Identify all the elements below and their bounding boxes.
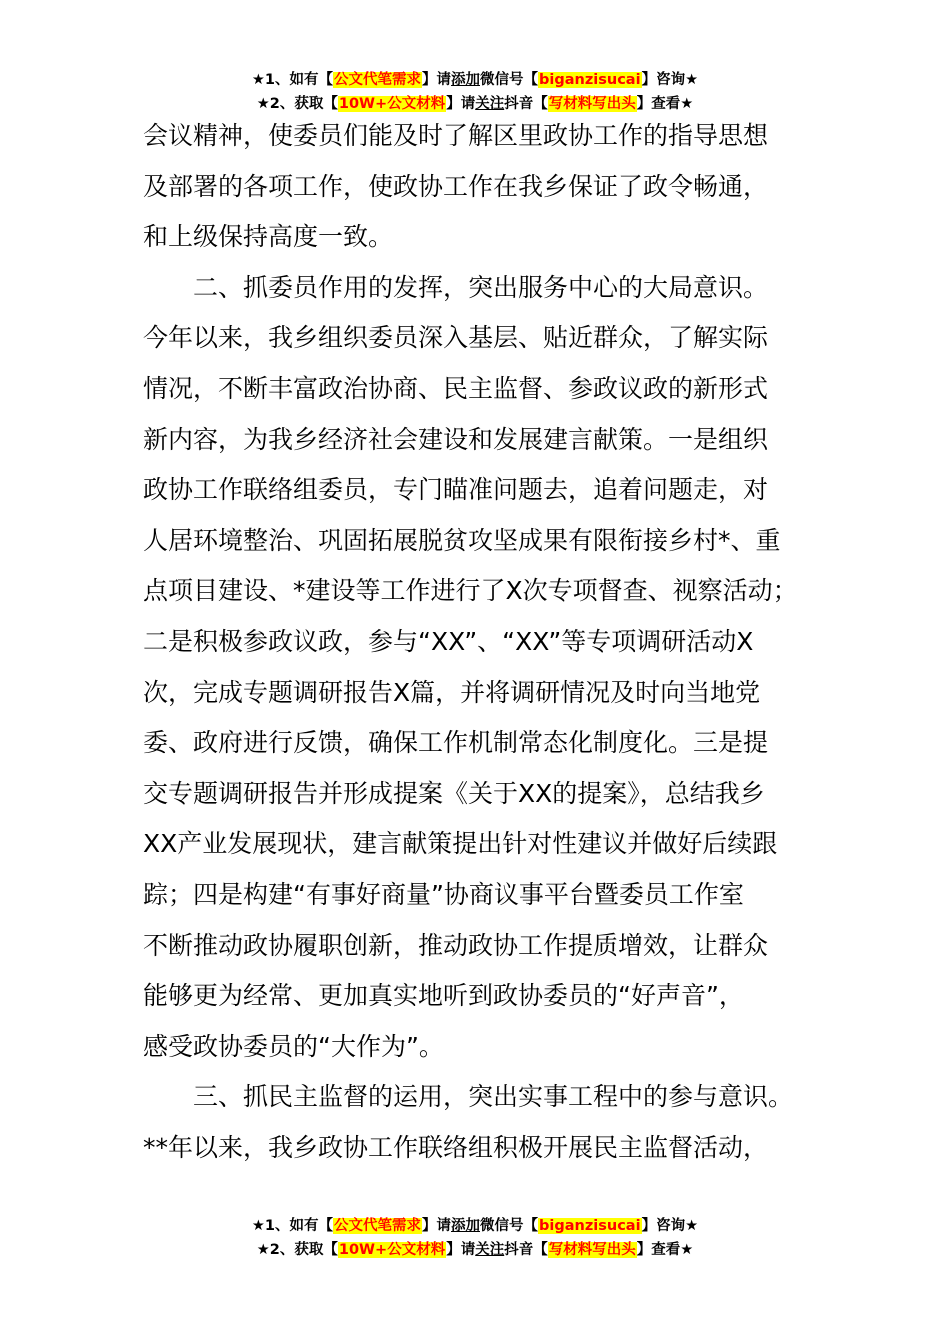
text-line: 点项目建设、*建设等工作进行了X次专项督查、视察活动； (143, 576, 798, 606)
text-line: 不断推动政协履职创新，推动政协工作提质增效，让群众 (143, 930, 769, 960)
text-line: 人居环境整治、巩固拓展脱贫攻坚成果有限衔接乡村*、重 (143, 525, 781, 555)
text-line: XX产业发展现状，建言献策提出针对性建议并做好后续跟 (143, 829, 778, 859)
document-body (143, 111, 843, 1173)
text-line: 和上级保持高度一致。 (143, 222, 394, 252)
text-line: 交专题调研报告并形成提案《关于XX的提案》，总结我乡 (143, 778, 765, 808)
text-line: 能够更为经常、更加真实地听到政协委员的“好声音”， (143, 981, 744, 1011)
highlight-materials: 10W+公文材料 (338, 1242, 446, 1258)
footer-banner (0, 1214, 950, 1262)
highlight-wechat-id: biganzisucai (539, 1218, 641, 1234)
banner-line-1: ★1、如有【公文代笔需求】请添加微信号【biganzisucai】咨询★ (251, 1218, 699, 1234)
banner-line-1: ★1、如有【公文代笔需求】请添加微信号【biganzisucai】咨询★ (251, 72, 699, 88)
highlight-douyin-account: 写材料写出头 (548, 1242, 636, 1258)
text-line: 政协工作联络组委员，专门瞄准问题去，追着问题走，对 (143, 475, 769, 505)
highlight-materials: 10W+公文材料 (338, 96, 446, 112)
section-heading-2: 二、抓委员作用的发挥，突出服务中心的大局意识。 (193, 272, 769, 302)
banner-line-2: ★2、获取【10W+公文材料】请关注抖音【写材料写出头】查看★ (256, 96, 694, 112)
text-line: 新内容，为我乡经济社会建设和发展建言献策。一是组织 (143, 424, 769, 454)
text-line: 二是积极参政议政，参与“XX”、“XX”等专项调研活动X (143, 626, 754, 656)
highlight-service: 公文代笔需求 (334, 72, 422, 88)
text-line: 今年以来，我乡组织委员深入基层、贴近群众，了解实际 (143, 323, 769, 353)
highlight-douyin-account: 写材料写出头 (548, 96, 636, 112)
text-line: 感受政协委员的“大作为”。 (143, 1031, 444, 1061)
section-heading-3: 三、抓民主监督的运用，突出实事工程中的参与意识。 (193, 1082, 794, 1112)
banner-line-2: ★2、获取【10W+公文材料】请关注抖音【写材料写出头】查看★ (256, 1242, 694, 1258)
text-line: 次，完成专题调研报告X篇，并将调研情况及时向当地党 (143, 677, 761, 707)
text-line: 会议精神，使委员们能及时了解区里政协工作的指导思想 (143, 121, 769, 150)
text-line: **年以来，我乡政协工作联络组积极开展民主监督活动， (143, 1132, 769, 1162)
text-line: 踪；四是构建“有事好商量”协商议事平台暨委员工作室 (143, 879, 744, 909)
text-line: 情况，不断丰富政治协商、民主监督、参政议政的新形式 (143, 373, 769, 403)
text-line: 及部署的各项工作，使政协工作在我乡保证了政令畅通， (143, 171, 769, 201)
highlight-wechat-id: biganzisucai (539, 72, 641, 88)
highlight-service: 公文代笔需求 (334, 1218, 422, 1234)
header-banner (0, 68, 950, 116)
text-line: 委、政府进行反馈，确保工作机制常态化制度化。三是提 (143, 728, 769, 758)
